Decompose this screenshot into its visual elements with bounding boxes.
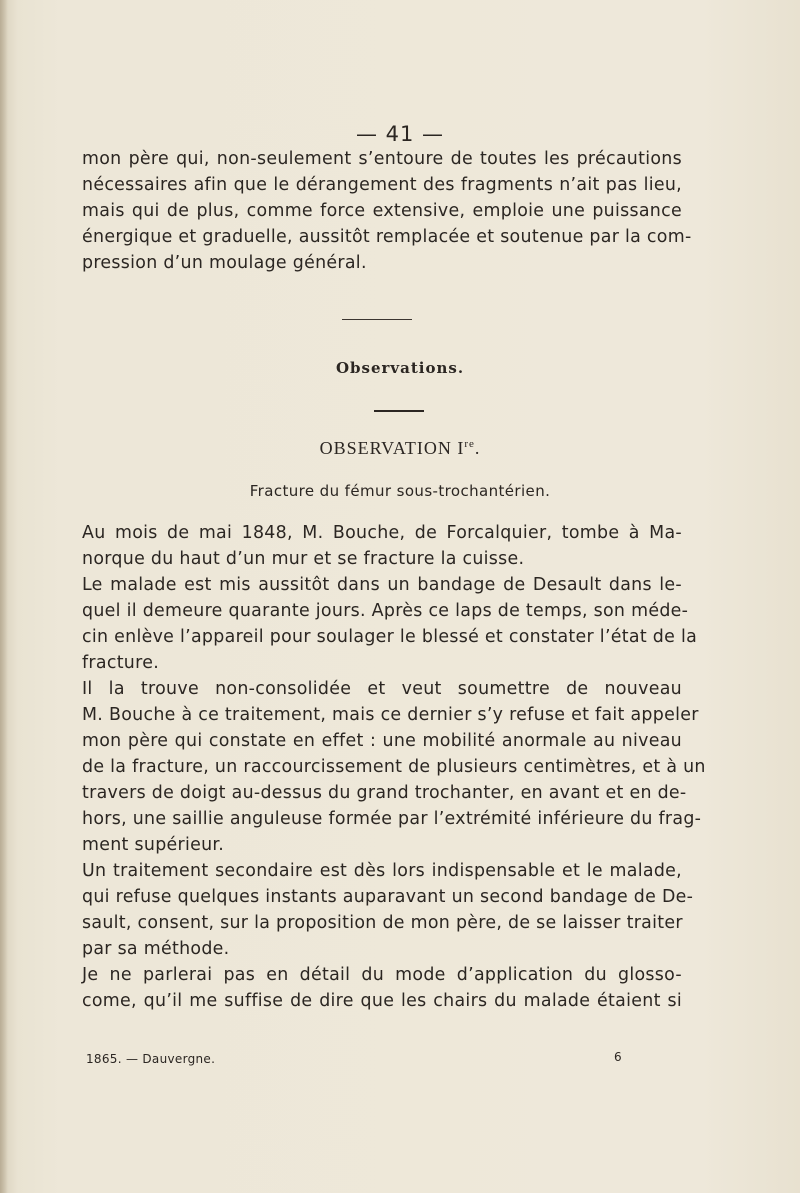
text-line: Un traitement secondaire est dès lors indispensable et le malade, bbox=[82, 861, 682, 881]
text-line: hors, une saillie anguleuse formée par l’extrémité inférieure du frag- bbox=[82, 809, 702, 829]
text-line: fracture. bbox=[82, 653, 160, 673]
text-line: nécessaires afin que le dérangement des fragments n’ait pas lieu, bbox=[82, 175, 682, 195]
observation-title-superscript: re bbox=[464, 438, 475, 450]
text-line: par sa méthode. bbox=[82, 939, 230, 959]
text-line: norque du haut d’un mur et se fracture la cuisse. bbox=[82, 549, 525, 569]
separator-rule bbox=[342, 319, 412, 320]
text-line: mon père qui, non-seulement s’entoure de toutes les précautions bbox=[82, 149, 682, 169]
observation-title: OBSERVATION Ire. bbox=[319, 438, 481, 458]
text-line: mon père qui constate en effet : une mobilité anormale au niveau bbox=[82, 731, 682, 751]
text-line: mais qui de plus, comme force extensive, emploie une puissance bbox=[82, 201, 682, 221]
intro-paragraph bbox=[82, 146, 692, 276]
text-line: qui refuse quelques instants auparavant un second bandage de De- bbox=[82, 887, 694, 907]
text-line: de la fracture, un raccourcissement de plusieurs centimètres, et à un bbox=[82, 757, 706, 777]
text-line: travers de doigt au-dessus du grand trochanter, en avant et en de- bbox=[82, 783, 687, 803]
text-line: come, qu’il me suffise de dire que les chairs du malade étaient si bbox=[82, 991, 682, 1011]
signature-number: 6 bbox=[614, 1050, 622, 1064]
text-line: énergique et graduelle, aussitôt remplacée et soutenue par la com- bbox=[82, 227, 692, 247]
text-line: quel il demeure quarante jours. Après ce laps de temps, son méde- bbox=[82, 601, 689, 621]
text-line: Au mois de mai 1848, M. Bouche, de Forcalquier, tombe à Ma- bbox=[82, 523, 682, 543]
observation-body bbox=[82, 520, 706, 1014]
text-line: cin enlève l’appareil pour soulager le blessé et constater l’état de la bbox=[82, 627, 698, 647]
observation-title-text: OBSERVATION I bbox=[319, 438, 465, 458]
observation-subtitle: Fracture du fémur sous-trochantérien. bbox=[249, 482, 551, 500]
text-line: Il la trouve non-consolidée et veut soumettre de nouveau bbox=[82, 679, 682, 699]
section-title: Observations. bbox=[335, 359, 465, 377]
text-line: ment supérieur. bbox=[82, 835, 225, 855]
section-underline bbox=[374, 410, 424, 412]
text-line: M. Bouche à ce traitement, mais ce dernier s’y refuse et fait appeler bbox=[82, 705, 699, 725]
page-binding-shadow bbox=[0, 0, 8, 1193]
text-line: sault, consent, sur la proposition de mon père, de se laisser traiter bbox=[82, 913, 683, 933]
signature-mark: 1865. — Dauvergne. bbox=[86, 1052, 216, 1066]
text-line: Le malade est mis aussitôt dans un bandage de Desault dans le- bbox=[82, 575, 682, 595]
text-line: pression d’un moulage général. bbox=[82, 253, 367, 273]
text-line: Je ne parlerai pas en détail du mode d’application du glosso- bbox=[82, 965, 682, 985]
page-number: — 41 — bbox=[355, 122, 445, 146]
